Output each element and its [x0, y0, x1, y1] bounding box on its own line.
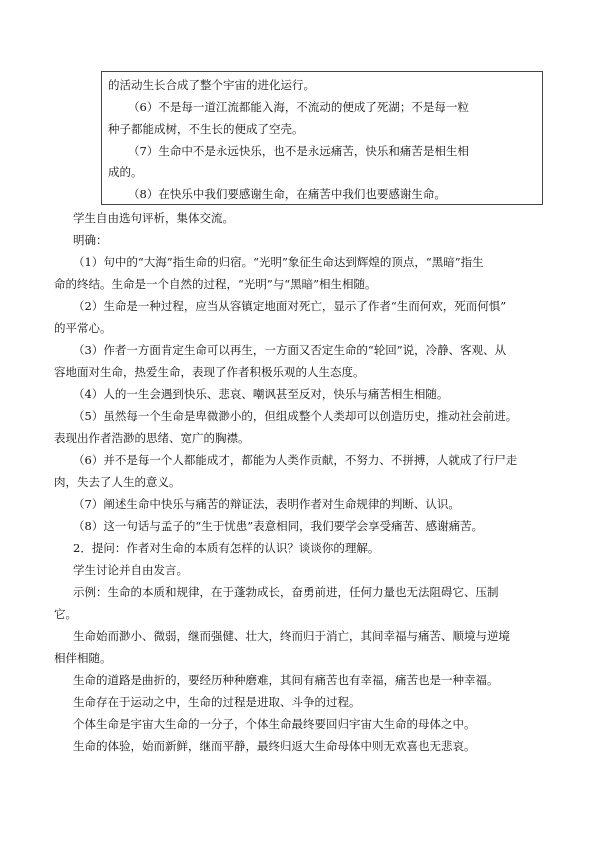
body-line-23: 生命存在于运动之中，生命的过程是进取、斗争的过程。 [73, 695, 361, 709]
body-line-17: 学生讨论并自由发言。 [73, 563, 188, 577]
quote-line-5: 成的。 [108, 165, 143, 179]
body-line-9: （4）人的一生会遇到快乐、悲哀、嘲讽甚至反对，快乐与痛苦相生相随。 [73, 387, 449, 401]
body-line-19: 它。 [54, 607, 77, 621]
quote-line-3: 种子都能成树，不生长的便成了空壳。 [108, 122, 304, 136]
body-line-3: （1）句中的“大海”指生命的归宿。“光明”象征生命达到辉煌的顶点，“黑暗”指生 [73, 255, 484, 269]
body-line-4: 命的终结。生命是一个自然的过程，“光明”与“黑暗”相生相随。 [54, 277, 377, 291]
body-line-14: （7）阐述生命中快乐与痛苦的辩证法，表明作者对生命规律的判断、认识。 [73, 497, 460, 511]
body-line-16: 2．提问：作者对生命的本质有怎样的认识？谈谈你的理解。 [73, 541, 380, 555]
body-line-1: 学生自由选句评析，集体交流。 [73, 211, 234, 225]
body-line-5: （2）生命是一种过程，应当从容镇定地面对死亡，显示了作者“生而何欢，死而何惧” [73, 299, 507, 313]
body-line-6: 的平常心。 [54, 321, 112, 335]
quote-line-2: （6）不是每一道江流都能入海，不流动的便成了死湖；不是每一粒 [128, 100, 469, 114]
body-line-15: （8）这一句话与孟子的“生于忧患”表意相同，我们要学会享受痛苦、感谢痛苦。 [73, 519, 484, 533]
quote-line-6: （8）在快乐中我们要感谢生命，在痛苦中我们也要感谢生命。 [128, 187, 446, 201]
body-line-25: 生命的体验，始而新鲜，继而平静，最终归返大生命母体中则无欢喜也无悲哀。 [73, 739, 476, 753]
quote-line-4: （7）生命中不是永远快乐，也不是永远痛苦，快乐和痛苦是相生相 [128, 144, 469, 158]
body-line-20: 生命始而渺小、微弱，继而强健、壮大，终而归于消亡，其间幸福与痛苦、顺境与逆境 [73, 629, 510, 643]
body-line-10: （5）虽然每一个生命是卑微渺小的，但组成整个人类却可以创造历史，推动社会前进。 [73, 409, 518, 423]
body-line-2: 明确： [73, 233, 108, 247]
body-line-8: 容地面对生命，热爱生命，表现了作者积极乐观的人生态度。 [54, 365, 365, 379]
quote-line-1: 的活动生长合成了整个宇宙的进化运行。 [108, 78, 315, 92]
body-line-22: 生命的道路是曲折的，要经历种种磨难，其间有痛苦也有幸福，痛苦也是一种幸福。 [73, 673, 499, 687]
body-line-13: 肉，失去了人生的意义。 [54, 475, 181, 489]
body-line-24: 个体生命是宇宙大生命的一分子，个体生命最终要回归宇宙大生命的母体之中。 [73, 717, 476, 731]
body-line-12: （6）并不是每一个人都能成才，都能为人类作贡献，不努力、不拼搏，人就成了行尸走 [73, 453, 518, 467]
body-line-18: 示例：生命的本质和规律，在于蓬勃成长，奋勇前进，任何力量也无法阻碍它、压制 [73, 585, 499, 599]
body-line-21: 相伴相随。 [54, 651, 112, 665]
body-line-7: （3）作者一方面肯定生命可以再生，一方面又否定生命的“轮回”说，冷静、客观、从 [73, 343, 507, 357]
body-line-11: 表现出作者浩渺的思绪、宽广的胸襟。 [54, 431, 250, 445]
